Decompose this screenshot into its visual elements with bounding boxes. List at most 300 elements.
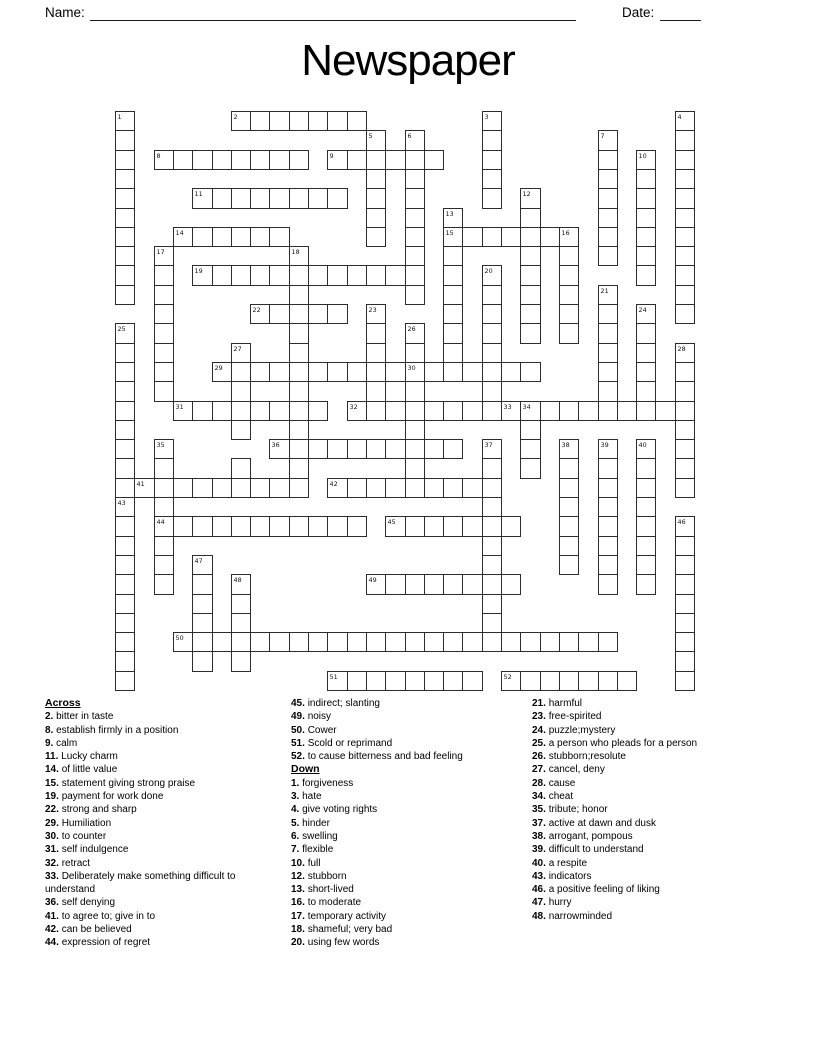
grid-cell[interactable]: [250, 478, 270, 498]
grid-cell[interactable]: [269, 188, 290, 209]
grid-cell[interactable]: [424, 150, 444, 170]
grid-cell[interactable]: [559, 246, 579, 266]
grid-cell[interactable]: [115, 439, 135, 459]
grid-cell[interactable]: [385, 632, 406, 652]
grid-cell[interactable]: [327, 304, 348, 324]
grid-cell[interactable]: [598, 208, 618, 228]
grid-cell[interactable]: [482, 362, 502, 382]
grid-cell[interactable]: [462, 632, 483, 652]
grid-cell[interactable]: [443, 304, 463, 324]
grid-cell[interactable]: [443, 401, 463, 421]
grid-cell[interactable]: [424, 401, 444, 421]
grid-cell[interactable]: [154, 285, 174, 305]
grid-cell[interactable]: [327, 516, 348, 537]
grid-cell[interactable]: [192, 651, 213, 672]
grid-cell[interactable]: [405, 208, 425, 228]
grid-cell[interactable]: [520, 671, 541, 691]
grid-cell[interactable]: [347, 632, 367, 652]
grid-cell[interactable]: [636, 246, 656, 266]
grid-cell[interactable]: [115, 651, 135, 672]
grid-cell[interactable]: [192, 613, 213, 633]
grid-cell[interactable]: [289, 516, 309, 537]
grid-cell[interactable]: [655, 401, 676, 421]
grid-cell[interactable]: [675, 594, 695, 614]
grid-cell[interactable]: [443, 632, 463, 652]
grid-cell[interactable]: [231, 594, 251, 614]
grid-cell[interactable]: [405, 632, 425, 652]
grid-cell[interactable]: [154, 343, 174, 363]
grid-cell[interactable]: [366, 227, 386, 247]
grid-cell[interactable]: [598, 188, 618, 209]
grid-cell[interactable]: [405, 169, 425, 189]
grid-cell[interactable]: [269, 478, 290, 498]
grid-cell[interactable]: [443, 265, 463, 286]
grid-cell[interactable]: [636, 555, 656, 575]
grid-cell[interactable]: [598, 574, 618, 595]
grid-cell[interactable]: [598, 150, 618, 170]
grid-cell[interactable]: [115, 613, 135, 633]
grid-cell[interactable]: [154, 304, 174, 324]
grid-cell[interactable]: [675, 651, 695, 672]
grid-cell[interactable]: [154, 497, 174, 517]
grid-cell[interactable]: [327, 632, 348, 652]
name-input-line[interactable]: [90, 6, 576, 21]
grid-cell[interactable]: [482, 169, 502, 189]
grid-cell[interactable]: [520, 420, 541, 440]
grid-cell[interactable]: [308, 188, 328, 209]
grid-cell[interactable]: [598, 478, 618, 498]
grid-cell[interactable]: [675, 381, 695, 402]
grid-cell[interactable]: [598, 169, 618, 189]
grid-cell[interactable]: [347, 439, 367, 459]
grid-cell[interactable]: [520, 632, 541, 652]
grid-cell[interactable]: [598, 632, 618, 652]
grid-cell[interactable]: [598, 362, 618, 382]
grid-cell[interactable]: [443, 362, 463, 382]
grid-cell[interactable]: [192, 574, 213, 595]
grid-cell[interactable]: [212, 632, 232, 652]
grid-cell[interactable]: [482, 632, 502, 652]
grid-cell[interactable]: [520, 439, 541, 459]
grid-cell[interactable]: [308, 632, 328, 652]
grid-cell[interactable]: [115, 208, 135, 228]
grid-cell[interactable]: [578, 632, 599, 652]
grid-cell[interactable]: [347, 516, 367, 537]
grid-cell[interactable]: [212, 227, 232, 247]
grid-cell[interactable]: [115, 536, 135, 556]
grid-cell[interactable]: [636, 362, 656, 382]
grid-cell[interactable]: [424, 516, 444, 537]
grid-cell[interactable]: [405, 265, 425, 286]
grid-cell[interactable]: [115, 458, 135, 479]
grid-cell[interactable]: [269, 516, 290, 537]
grid-cell[interactable]: [559, 285, 579, 305]
grid-cell[interactable]: [366, 208, 386, 228]
grid-cell[interactable]: [405, 574, 425, 595]
grid-cell[interactable]: [559, 323, 579, 344]
grid-cell[interactable]: [192, 516, 213, 537]
grid-cell[interactable]: [231, 458, 251, 479]
grid-cell[interactable]: [598, 516, 618, 537]
grid-cell[interactable]: [598, 401, 618, 421]
grid-cell[interactable]: [269, 304, 290, 324]
grid-cell[interactable]: [520, 208, 541, 228]
grid-cell[interactable]: [154, 458, 174, 479]
grid-cell[interactable]: [424, 671, 444, 691]
grid-cell[interactable]: [598, 246, 618, 266]
grid-cell[interactable]: [578, 401, 599, 421]
grid-cell[interactable]: [540, 671, 560, 691]
grid-cell[interactable]: [385, 439, 406, 459]
grid-cell[interactable]: [636, 265, 656, 286]
grid-cell[interactable]: [289, 362, 309, 382]
grid-cell[interactable]: [212, 265, 232, 286]
grid-cell[interactable]: [192, 594, 213, 614]
grid-cell[interactable]: [482, 130, 502, 151]
grid-cell[interactable]: [289, 343, 309, 363]
grid-cell[interactable]: [308, 111, 328, 131]
grid-cell[interactable]: [424, 574, 444, 595]
grid-cell[interactable]: [675, 478, 695, 498]
grid-cell[interactable]: [636, 458, 656, 479]
grid-cell[interactable]: [289, 188, 309, 209]
grid-cell[interactable]: [598, 343, 618, 363]
grid-cell[interactable]: [675, 671, 695, 691]
grid-cell[interactable]: [115, 574, 135, 595]
grid-cell[interactable]: [115, 150, 135, 170]
grid-cell[interactable]: [675, 169, 695, 189]
grid-cell[interactable]: [250, 362, 270, 382]
grid-cell[interactable]: [617, 671, 637, 691]
grid-cell[interactable]: [482, 285, 502, 305]
grid-cell[interactable]: [482, 516, 502, 537]
grid-cell[interactable]: [366, 439, 386, 459]
grid-cell[interactable]: [385, 265, 406, 286]
grid-cell[interactable]: [289, 381, 309, 402]
grid-cell[interactable]: [482, 227, 502, 247]
grid-cell[interactable]: [520, 304, 541, 324]
grid-cell[interactable]: [289, 478, 309, 498]
grid-cell[interactable]: [443, 439, 463, 459]
grid-cell[interactable]: [231, 227, 251, 247]
grid-cell[interactable]: [366, 671, 386, 691]
grid-cell[interactable]: [424, 362, 444, 382]
grid-cell[interactable]: [598, 227, 618, 247]
grid-cell[interactable]: [636, 208, 656, 228]
grid-cell[interactable]: [154, 478, 174, 498]
grid-cell[interactable]: [675, 188, 695, 209]
grid-cell[interactable]: [192, 401, 213, 421]
grid-cell[interactable]: [578, 671, 599, 691]
grid-cell[interactable]: [462, 574, 483, 595]
grid-cell[interactable]: [482, 497, 502, 517]
grid-cell[interactable]: [347, 671, 367, 691]
grid-cell[interactable]: [308, 265, 328, 286]
grid-cell[interactable]: [675, 285, 695, 305]
grid-cell[interactable]: [598, 555, 618, 575]
grid-cell[interactable]: [212, 150, 232, 170]
grid-cell[interactable]: [250, 265, 270, 286]
grid-cell[interactable]: [289, 265, 309, 286]
grid-cell[interactable]: [289, 111, 309, 131]
grid-cell[interactable]: [173, 150, 193, 170]
grid-cell[interactable]: [462, 516, 483, 537]
grid-cell[interactable]: [675, 613, 695, 633]
grid-cell[interactable]: [347, 478, 367, 498]
grid-cell[interactable]: [115, 227, 135, 247]
grid-cell[interactable]: [269, 111, 290, 131]
grid-cell[interactable]: [443, 246, 463, 266]
grid-cell[interactable]: [289, 285, 309, 305]
grid-cell[interactable]: [308, 401, 328, 421]
grid-cell[interactable]: [598, 381, 618, 402]
grid-cell[interactable]: [115, 478, 135, 498]
grid-cell[interactable]: [231, 401, 251, 421]
grid-cell[interactable]: [115, 285, 135, 305]
grid-cell[interactable]: [405, 150, 425, 170]
grid-cell[interactable]: [482, 401, 502, 421]
grid-cell[interactable]: [675, 130, 695, 151]
grid-cell[interactable]: [559, 401, 579, 421]
grid-cell[interactable]: [250, 111, 270, 131]
grid-cell[interactable]: [250, 150, 270, 170]
grid-cell[interactable]: [405, 439, 425, 459]
grid-cell[interactable]: [636, 497, 656, 517]
grid-cell[interactable]: [366, 265, 386, 286]
grid-cell[interactable]: [636, 343, 656, 363]
grid-cell[interactable]: [327, 265, 348, 286]
grid-cell[interactable]: [405, 420, 425, 440]
grid-cell[interactable]: [115, 555, 135, 575]
grid-cell[interactable]: [559, 497, 579, 517]
grid-cell[interactable]: [154, 381, 174, 402]
grid-cell[interactable]: [347, 362, 367, 382]
grid-cell[interactable]: [520, 362, 541, 382]
grid-cell[interactable]: [675, 420, 695, 440]
grid-cell[interactable]: [424, 632, 444, 652]
grid-cell[interactable]: [501, 632, 521, 652]
grid-cell[interactable]: [115, 516, 135, 537]
grid-cell[interactable]: [231, 420, 251, 440]
grid-cell[interactable]: [675, 439, 695, 459]
grid-cell[interactable]: [269, 150, 290, 170]
grid-cell[interactable]: [559, 478, 579, 498]
grid-cell[interactable]: [424, 439, 444, 459]
grid-cell[interactable]: [482, 343, 502, 363]
grid-cell[interactable]: [559, 516, 579, 537]
grid-cell[interactable]: [617, 401, 637, 421]
grid-cell[interactable]: [598, 304, 618, 324]
grid-cell[interactable]: [115, 420, 135, 440]
grid-cell[interactable]: [385, 478, 406, 498]
grid-cell[interactable]: [405, 381, 425, 402]
grid-cell[interactable]: [269, 362, 290, 382]
grid-cell[interactable]: [173, 478, 193, 498]
grid-cell[interactable]: [482, 150, 502, 170]
grid-cell[interactable]: [366, 381, 386, 402]
grid-cell[interactable]: [520, 265, 541, 286]
grid-cell[interactable]: [443, 285, 463, 305]
grid-cell[interactable]: [250, 632, 270, 652]
grid-cell[interactable]: [250, 188, 270, 209]
grid-cell[interactable]: [385, 381, 406, 402]
grid-cell[interactable]: [462, 362, 483, 382]
grid-cell[interactable]: [269, 632, 290, 652]
grid-cell[interactable]: [289, 401, 309, 421]
grid-cell[interactable]: [366, 150, 386, 170]
grid-cell[interactable]: [327, 439, 348, 459]
grid-cell[interactable]: [540, 227, 560, 247]
grid-cell[interactable]: [231, 478, 251, 498]
grid-cell[interactable]: [443, 671, 463, 691]
grid-cell[interactable]: [385, 671, 406, 691]
grid-cell[interactable]: [675, 227, 695, 247]
grid-cell[interactable]: [269, 401, 290, 421]
grid-cell[interactable]: [269, 227, 290, 247]
grid-cell[interactable]: [115, 671, 135, 691]
grid-cell[interactable]: [231, 381, 251, 402]
grid-cell[interactable]: [308, 362, 328, 382]
grid-cell[interactable]: [501, 362, 521, 382]
grid-cell[interactable]: [636, 536, 656, 556]
grid-cell[interactable]: [443, 343, 463, 363]
grid-cell[interactable]: [520, 323, 541, 344]
grid-cell[interactable]: [115, 381, 135, 402]
grid-cell[interactable]: [443, 516, 463, 537]
grid-cell[interactable]: [675, 555, 695, 575]
grid-cell[interactable]: [636, 478, 656, 498]
grid-cell[interactable]: [366, 478, 386, 498]
grid-cell[interactable]: [192, 227, 213, 247]
grid-cell[interactable]: [482, 555, 502, 575]
grid-cell[interactable]: [231, 632, 251, 652]
grid-cell[interactable]: [366, 362, 386, 382]
grid-cell[interactable]: [636, 574, 656, 595]
grid-cell[interactable]: [405, 401, 425, 421]
grid-cell[interactable]: [559, 265, 579, 286]
grid-cell[interactable]: [289, 150, 309, 170]
grid-cell[interactable]: [636, 516, 656, 537]
grid-cell[interactable]: [269, 265, 290, 286]
grid-cell[interactable]: [559, 632, 579, 652]
grid-cell[interactable]: [289, 323, 309, 344]
grid-cell[interactable]: [154, 362, 174, 382]
grid-cell[interactable]: [154, 555, 174, 575]
grid-cell[interactable]: [482, 594, 502, 614]
grid-cell[interactable]: [598, 536, 618, 556]
grid-cell[interactable]: [636, 401, 656, 421]
grid-cell[interactable]: [636, 323, 656, 344]
date-input-line[interactable]: [660, 6, 701, 21]
grid-cell[interactable]: [231, 516, 251, 537]
grid-cell[interactable]: [366, 188, 386, 209]
grid-cell[interactable]: [675, 536, 695, 556]
grid-cell[interactable]: [405, 285, 425, 305]
grid-cell[interactable]: [173, 516, 193, 537]
grid-cell[interactable]: [540, 632, 560, 652]
grid-cell[interactable]: [482, 458, 502, 479]
grid-cell[interactable]: [115, 401, 135, 421]
grid-cell[interactable]: [482, 304, 502, 324]
grid-cell[interactable]: [327, 362, 348, 382]
grid-cell[interactable]: [289, 420, 309, 440]
grid-cell[interactable]: [636, 188, 656, 209]
grid-cell[interactable]: [366, 169, 386, 189]
grid-cell[interactable]: [405, 343, 425, 363]
grid-cell[interactable]: [385, 150, 406, 170]
grid-cell[interactable]: [289, 632, 309, 652]
grid-cell[interactable]: [115, 362, 135, 382]
grid-cell[interactable]: [520, 246, 541, 266]
grid-cell[interactable]: [347, 150, 367, 170]
grid-cell[interactable]: [115, 130, 135, 151]
grid-cell[interactable]: [501, 516, 521, 537]
grid-cell[interactable]: [366, 401, 386, 421]
grid-cell[interactable]: [598, 323, 618, 344]
grid-cell[interactable]: [327, 188, 348, 209]
grid-cell[interactable]: [462, 227, 483, 247]
grid-cell[interactable]: [289, 458, 309, 479]
grid-cell[interactable]: [385, 362, 406, 382]
grid-cell[interactable]: [385, 401, 406, 421]
grid-cell[interactable]: [231, 651, 251, 672]
grid-cell[interactable]: [327, 111, 348, 131]
grid-cell[interactable]: [520, 285, 541, 305]
grid-cell[interactable]: [366, 343, 386, 363]
grid-cell[interactable]: [250, 516, 270, 537]
grid-cell[interactable]: [115, 246, 135, 266]
grid-cell[interactable]: [115, 594, 135, 614]
grid-cell[interactable]: [636, 227, 656, 247]
grid-cell[interactable]: [192, 150, 213, 170]
grid-cell[interactable]: [405, 227, 425, 247]
grid-cell[interactable]: [501, 574, 521, 595]
grid-cell[interactable]: [482, 536, 502, 556]
grid-cell[interactable]: [154, 323, 174, 344]
grid-cell[interactable]: [462, 401, 483, 421]
grid-cell[interactable]: [115, 188, 135, 209]
grid-cell[interactable]: [559, 304, 579, 324]
grid-cell[interactable]: [675, 574, 695, 595]
grid-cell[interactable]: [598, 497, 618, 517]
grid-cell[interactable]: [289, 304, 309, 324]
grid-cell[interactable]: [675, 632, 695, 652]
grid-cell[interactable]: [675, 458, 695, 479]
grid-cell[interactable]: [559, 555, 579, 575]
grid-cell[interactable]: [347, 265, 367, 286]
grid-cell[interactable]: [308, 304, 328, 324]
grid-cell[interactable]: [462, 671, 483, 691]
grid-cell[interactable]: [192, 632, 213, 652]
grid-cell[interactable]: [405, 188, 425, 209]
grid-cell[interactable]: [250, 401, 270, 421]
grid-cell[interactable]: [520, 458, 541, 479]
grid-cell[interactable]: [212, 516, 232, 537]
grid-cell[interactable]: [443, 323, 463, 344]
grid-cell[interactable]: [250, 227, 270, 247]
grid-cell[interactable]: [482, 188, 502, 209]
grid-cell[interactable]: [443, 478, 463, 498]
grid-cell[interactable]: [212, 188, 232, 209]
grid-cell[interactable]: [482, 323, 502, 344]
grid-cell[interactable]: [598, 671, 618, 691]
grid-cell[interactable]: [154, 574, 174, 595]
grid-cell[interactable]: [405, 246, 425, 266]
grid-cell[interactable]: [559, 458, 579, 479]
grid-cell[interactable]: [675, 401, 695, 421]
grid-cell[interactable]: [675, 362, 695, 382]
grid-cell[interactable]: [675, 208, 695, 228]
